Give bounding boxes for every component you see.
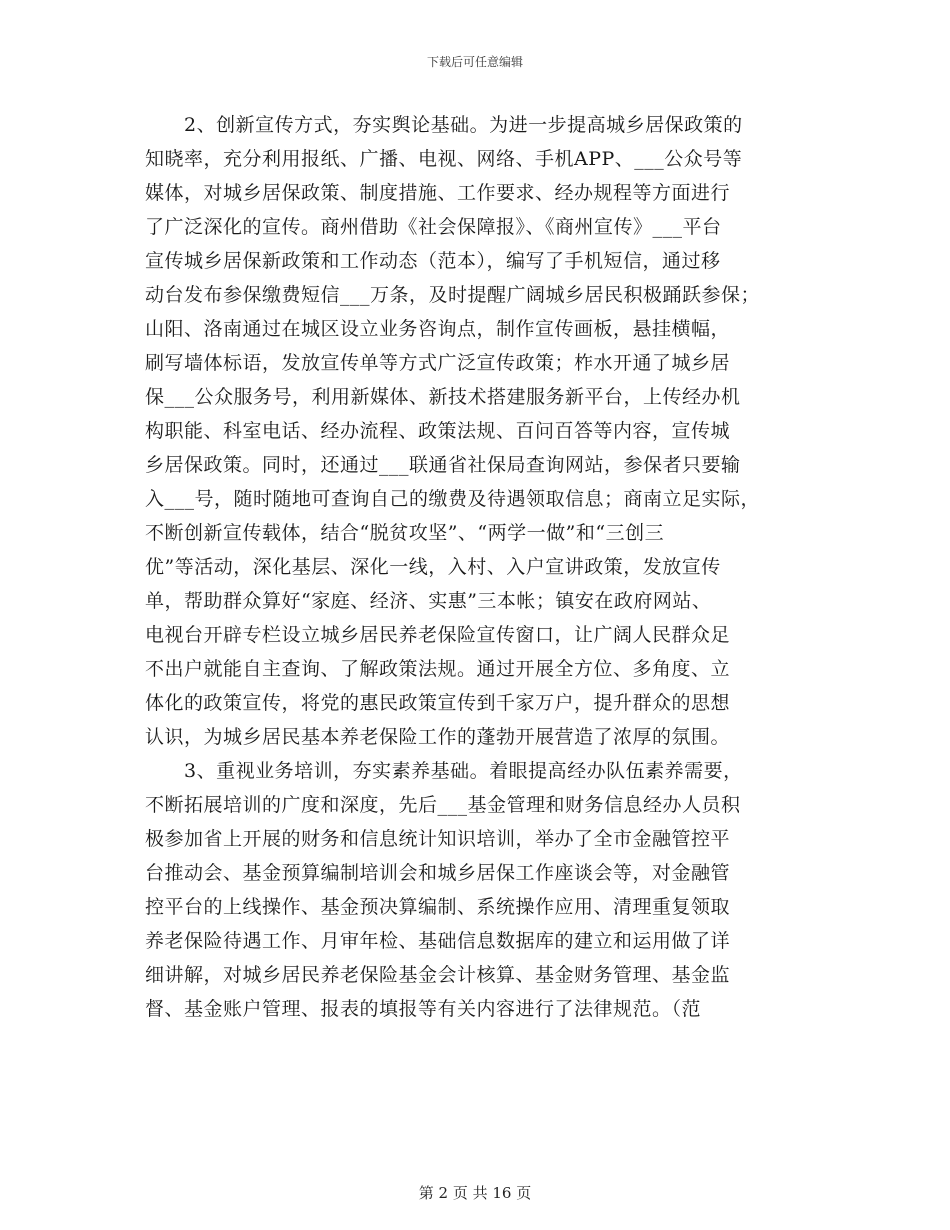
text-line: 3、重视业务培训，夯实素养基础。着眼提高经办队伍素养需要，	[145, 760, 743, 782]
text-line: 细讲解，对城乡居民养老保险基金会计核算、基金财务管理、基金监	[145, 964, 731, 986]
text-line: 保___公众服务号，利用新媒体、新技术搭建服务新平台，上传经办机	[145, 386, 741, 408]
text-line: 2、创新宣传方式，夯实舆论基础。为进一步提高城乡居保政策的	[145, 114, 743, 136]
text-line: 控平台的上线操作、基金预决算编制、系统操作应用、清理重复领取	[145, 896, 731, 918]
text-line: 体化的政策宣传，将党的惠民政策宣传到千家万户，提升群众的思想	[145, 692, 731, 714]
text-line: 认识，为城乡居民基本养老保险工作的蓬勃开展营造了浓厚的氛围。	[145, 726, 731, 748]
text-line: 电视台开辟专栏设立城乡居民养老保险宣传窗口，让广阔人民群众足	[145, 624, 731, 646]
text-line: 了广泛深化的宣传。商州借助《社会保障报》、《商州宣传》___平台	[145, 216, 722, 238]
text-line: 乡居保政策。同时，还通过___联通省社保局查询网站，参保者只要输	[145, 454, 741, 476]
text-line: 知晓率，充分利用报纸、广播、电视、网络、手机APP、___公众号等	[145, 148, 743, 170]
page-header: 下载后可任意编辑	[426, 55, 523, 69]
text-line: 动台发布参保缴费短信___万条，及时提醒广阔城乡居民积极踊跃参保；	[145, 284, 761, 306]
text-line: 优”等活动，深化基层、深化一线，入村、入户宣讲政策，发放宣传	[145, 556, 721, 578]
text-line: 养老保险待遇工作、月审年检、基础信息数据库的建立和运用做了详	[145, 930, 731, 952]
text-line: 山阳、洛南通过在城区设立业务咨询点，制作宣传画板，悬挂横幅，	[145, 318, 731, 340]
text-line: 不断拓展培训的广度和深度，先后___基金管理和财务信息经办人员积	[145, 794, 741, 816]
document-body	[145, 108, 810, 1026]
text-line: 媒体，对城乡居保政策、制度措施、工作要求、经办规程等方面进行	[145, 182, 731, 204]
text-line: 极参加省上开展的财务和信息统计知识培训，举办了全市金融管控平	[145, 828, 731, 850]
text-line: 督、基金账户管理、报表的填报等有关内容进行了法律规范。（范	[145, 998, 702, 1020]
text-line: 宣传城乡居保新政策和工作动态（范本），编写了手机短信，通过移	[145, 250, 721, 272]
text-line: 构职能、科室电话、经办流程、政策法规、百问百答等内容，宣传城	[145, 420, 731, 442]
text-line: 刷写墙体标语，发放宣传单等方式广泛宣传政策；柞水开通了城乡居	[145, 352, 731, 374]
page-footer: 第 2 页 共 16 页	[418, 1184, 532, 1202]
text-line: 不断创新宣传载体，结合“脱贫攻坚”、“两学一做”和“三创三	[145, 522, 665, 544]
text-line: 单，帮助群众算好“家庭、经济、实惠”三本帐；镇安在政府网站、	[145, 590, 712, 612]
text-line: 入___号，随时随地可查询自己的缴费及待遇领取信息；商南立足实际，	[145, 488, 761, 510]
text-line: 台推动会、基金预算编制培训会和城乡居保工作座谈会等，对金融管	[145, 862, 731, 884]
text-line: 不出户就能自主查询、了解政策法规。通过开展全方位、多角度、立	[145, 658, 731, 680]
